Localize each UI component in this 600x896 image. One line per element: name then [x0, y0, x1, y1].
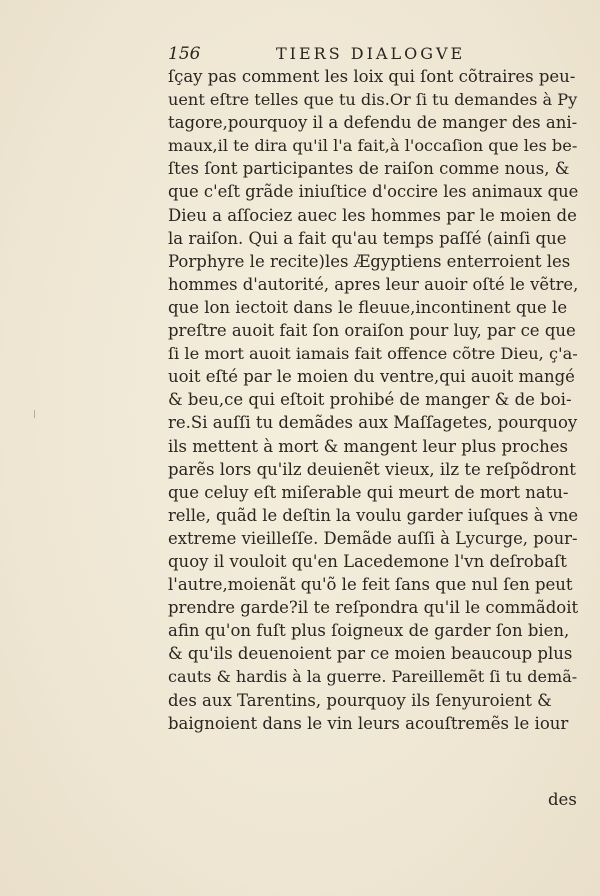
text-line: que lon iectoit dans le fleuue,incontinent que le: [168, 297, 568, 317]
text-line: hommes d'autorité, apres leur auoir oſté le vẽtre,: [168, 274, 578, 294]
page-number: 156: [168, 44, 201, 64]
text-line: quoy il vouloit qu'en Lacedemone l'vn deſrobaſt: [168, 551, 567, 571]
text-line: maux,il te dira qu'il l'a fait,à l'occaſion que les be-: [168, 136, 578, 156]
text-line: que celuy eſt miſerable qui meurt de mort natu-: [168, 482, 569, 502]
text-line: ſçay pas comment les loix qui ſont cõtraires peu-: [168, 67, 576, 86]
text-line: uoit eſté par le moien du ventre,qui auoit mangé: [168, 367, 575, 387]
text-line: & beu,ce qui eſtoit prohibé de manger & de boi-: [168, 390, 572, 410]
text-line: afin qu'on fuſt plus ſoigneux de garder ſon bien,: [168, 621, 570, 641]
text-line: uent eſtre telles que tu dis.Or ſi tu demandes à Py: [168, 90, 578, 110]
text-line: prendre garde?il te reſpondra qu'il le commãdoit: [168, 598, 578, 618]
text-line: la raiſon. Qui a fait qu'au temps paſſé (ainſi que: [168, 228, 567, 248]
text-line: cauts & hardis à la guerre. Pareillemẽt ſi tu demã-: [168, 667, 578, 687]
text-line: ſtes ſont participantes de raiſon comme nous, &: [168, 159, 570, 179]
text-line: ils mettent à mort & mangent leur plus proches: [168, 436, 568, 456]
margin-mark: [34, 410, 35, 418]
text-line: l'autre,moienãt qu'õ le feit ſans que nul ſen peut: [168, 575, 573, 595]
body-text: [168, 65, 578, 735]
text-line: Dieu a aſſociez auec les hommes par le moien de: [168, 205, 577, 225]
text-line: ſi le mort auoit iamais fait offence cõtre Dieu, ç'a-: [168, 344, 578, 364]
text-line: & qu'ils deuenoient par ce moien beaucoup plus: [168, 644, 573, 664]
text-line: parẽs lors qu'ilz deuienẽt vieux, ilz te reſpõdront: [168, 459, 576, 479]
text-line: relle, quãd le deſtin la voulu garder iuſques à vne: [168, 505, 578, 525]
text-line: preſtre auoit fait ſon oraiſon pour luy, par ce que: [168, 321, 576, 341]
text-line: extreme vieilleſſe. Demãde auſſi à Lycurge, pour-: [168, 528, 578, 548]
text-line: re.Si auſſi tu demãdes aux Maſſagetes, pourquoy: [168, 413, 578, 433]
catchword: des: [548, 790, 577, 809]
text-line: Porphyre le recite)les Ægyptiens enterroient les: [168, 251, 571, 271]
text-line: des aux Tarentins, pourquoy ils ſenyuroient &: [168, 690, 552, 710]
text-line: que c'eſt grãde iniuſtice d'occire les animaux que: [168, 182, 578, 202]
text-line: tagore,pourquoy il a defendu de manger des ani-: [168, 113, 578, 133]
running-head: TIERS DIALOGVE: [276, 44, 466, 63]
text-line: baignoient dans le vin leurs acouſtremẽs le iour: [168, 713, 569, 733]
